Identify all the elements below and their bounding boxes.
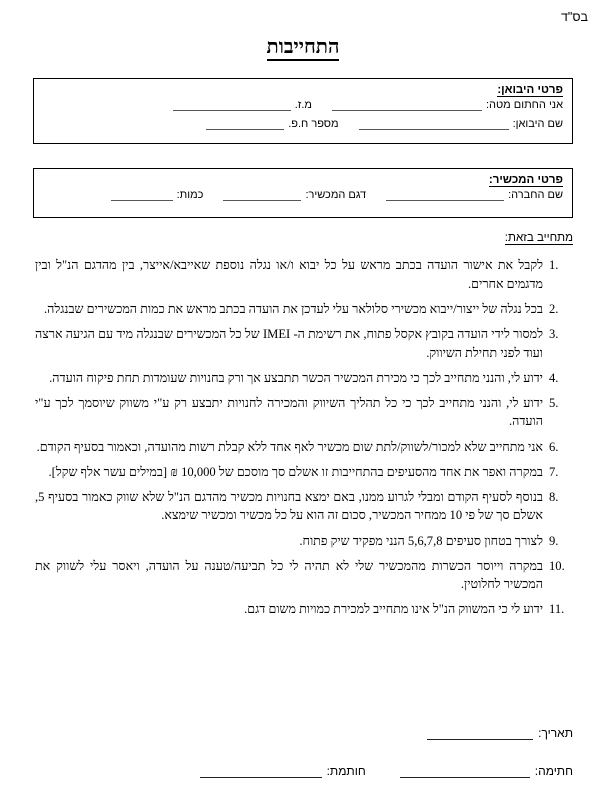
importer-name-label: שם היבואן: (512, 118, 563, 130)
clause-number: 6. (549, 439, 559, 454)
company-number-label: מספר ח.פ. (288, 118, 339, 130)
importer-row-name (43, 118, 563, 130)
undersigned-label: אני החתום מטה: (485, 99, 563, 111)
id-number-input[interactable] (173, 101, 291, 111)
company-name-label: שם החברה: (508, 189, 563, 201)
device-model-label: דגם המכשיר: (305, 189, 367, 201)
clause-item (33, 325, 573, 362)
date-label: תאריך: (538, 726, 573, 740)
clause-number: 9. (549, 533, 559, 548)
bsd-marker: בס"ד (560, 10, 588, 24)
quantity-input[interactable] (111, 191, 173, 201)
device-model-input[interactable] (223, 191, 301, 201)
page-title (0, 36, 606, 59)
clause-number: 1. (549, 258, 559, 272)
clause-text: אני מתחייב שלא למכור/לשווק/לתת שום מכשיר לאף אחד ללא קבלת רשות מהועדה, וכאמור בסעיף הקודם. (36, 439, 543, 454)
clause-number: 10. (549, 558, 565, 573)
device-row (43, 189, 563, 201)
commitment-intro-text: מתחייב בזאת: (504, 232, 573, 244)
clause-list (33, 256, 573, 626)
clause-text: ידוע לי כי המשווק הנ"ל אינו מתחייב למכירת כמויות משום דגם. (244, 602, 543, 617)
signature-input[interactable] (400, 766, 530, 778)
clause-number: 2. (549, 301, 559, 316)
clause-text: במקרה וייוסר הכשרות מהמכשיר שלי לא תהיה לי כל תביעה/טענה על הועדה, ויאסר עלי לשווק את המכשיר לחלוטין. (35, 558, 543, 592)
clause-number: 11. (549, 602, 565, 617)
company-name-input[interactable] (386, 191, 504, 201)
date-row (33, 726, 573, 740)
clause-text: ידוע לי, והנני מתחייב לכך כי מכירת המכשיר הכשר תתבצע אך ורק בחנויות שעומדות תחת פיקוח הועדה. (49, 370, 543, 385)
clause-number: 3. (549, 326, 559, 341)
company-number-input[interactable] (206, 120, 284, 130)
date-input[interactable] (427, 728, 533, 740)
signature-label: חתימה: (534, 764, 573, 778)
importer-box-heading-text: פרטי היבואן: (497, 84, 563, 96)
clause-text: ידוע לי, והנני מתחייב לכך כי כל תהליך השיווק והמכירה לחנויות יתבצע רק ע"י משווק שיוסמך לכך ע"י הועדה. (35, 395, 543, 429)
quantity-label: כמות: (176, 189, 204, 201)
clause-text: בכל נגלה של ייצור/ייבוא מכשירי סלולאר עלי לעדכן את הועדה בכתב מראש את כמות המכשירים שבנגלה. (43, 301, 543, 316)
commitment-intro (505, 232, 573, 244)
stamp-label: חותמת: (326, 764, 366, 778)
id-number-label: מ.ז. (294, 99, 312, 111)
device-box-heading (43, 174, 563, 186)
signature-row (33, 764, 573, 778)
stamp-input[interactable] (200, 766, 322, 778)
importer-name-input[interactable] (359, 120, 509, 130)
clause-number: 5. (549, 395, 559, 410)
clause-item (33, 488, 573, 525)
clause-item (33, 463, 573, 482)
clause-text: למסור לידי הועדה בקובץ אקסל פתוח, את רשימת ה- IMEI של כל המכשירים שבנגלה מיד עם הגיעה ארצה ועוד לפני תחילת השיווק. (35, 326, 543, 360)
page-title-text: התחייבות (267, 36, 340, 61)
clause-item (33, 256, 573, 293)
clause-text: בנוסף לסעיף הקודם ומבלי לגרוע ממנו, באם ימצא בחנויות מכשיר מהדגם הנ"ל שלא שווק כאמור בסעיף 5, אשלם סך של פי 10 ממחיר המכשיר, סכום זה הוא על כל מכשיר ומכשיר שימצא. (35, 489, 543, 523)
clause-item (33, 438, 573, 457)
importer-box-heading (43, 84, 563, 96)
clause-text: לצורך בטחון סעיפים 5,6,7,8 הנני מפקיד שיק פתוח. (299, 533, 543, 548)
clause-item (33, 369, 573, 388)
clause-number: 8. (549, 489, 559, 504)
clause-text: במקרה ואפר את אחד מהסעיפים בהתחייבות זו אשלם סך מוסכם של 10,000 ₪ [במילים עשר אלף שקל]. (48, 464, 543, 479)
clause-item (33, 532, 573, 551)
clause-item (33, 557, 573, 594)
device-details-box (33, 168, 573, 218)
clause-item (33, 600, 573, 619)
importer-row-undersigned (43, 99, 563, 111)
importer-details-box (33, 78, 573, 144)
clause-item (33, 300, 573, 319)
clause-item (33, 394, 573, 431)
device-box-heading-text: פרטי המכשיר: (488, 174, 563, 186)
undersigned-name-input[interactable] (332, 101, 482, 111)
clause-text: לקבל את אישור הועדה בכתב מראש על כל יבוא ו/או נגלה נוספת שאייבא/אייצר, בין מהדגם הנ"ל ובין מדגמים אחרים. (35, 258, 543, 291)
clause-number: 7. (549, 464, 559, 479)
clause-number: 4. (549, 370, 559, 385)
